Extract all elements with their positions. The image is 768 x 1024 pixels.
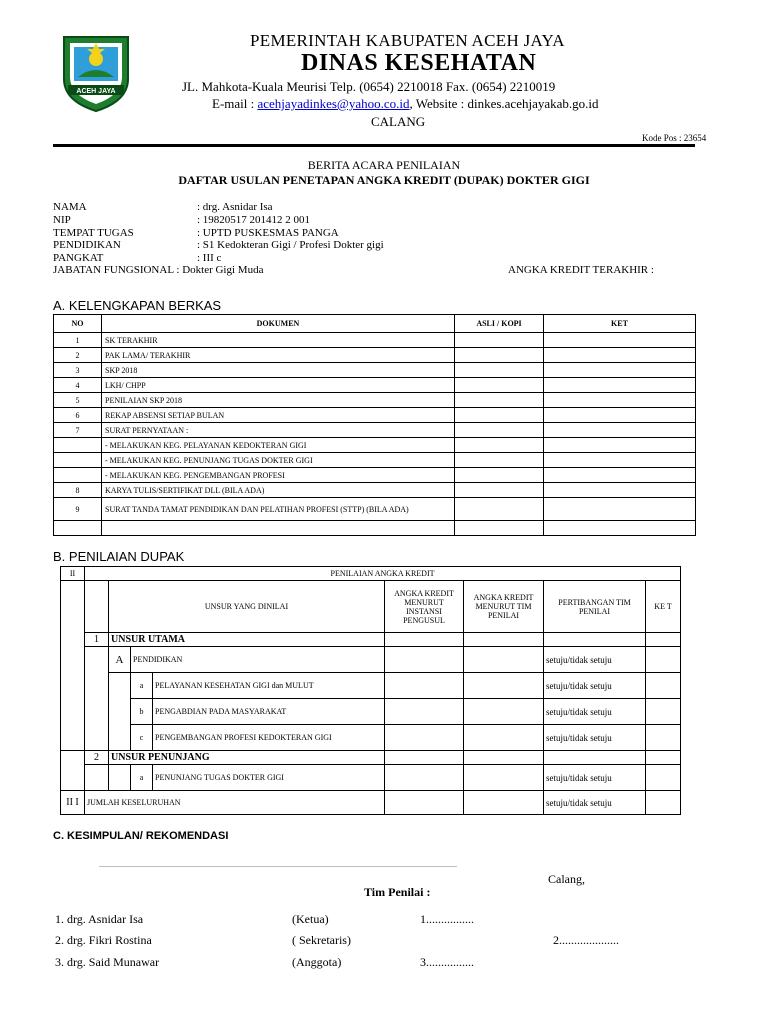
row-doc: SURAT TANDA TAMAT PENDIDIKAN DAN PELATIHAN PROFESI (STTP) (BILA ADA) xyxy=(102,498,455,521)
table-row xyxy=(54,468,696,483)
table-row xyxy=(54,483,696,498)
row-doc: SURAT PERNYATAAN : xyxy=(102,423,455,438)
signature-line[interactable]: 2.................... xyxy=(553,933,619,947)
tempat-label: TEMPAT TUGAS xyxy=(53,227,134,239)
pertimbangan-cell[interactable]: setuju/tidak setuju xyxy=(544,791,646,815)
left-blank-cell xyxy=(61,581,85,751)
asli-kopi-cell[interactable] xyxy=(455,393,544,408)
table-row xyxy=(54,348,696,363)
member-name: 3. drg. Said Munawar xyxy=(55,955,160,969)
email-label: E-mail : xyxy=(212,96,258,111)
row-doc: SK TERAKHIR xyxy=(102,333,455,348)
row-no: 1 xyxy=(54,333,102,348)
row-doc: REKAP ABSENSI SETIAP BULAN xyxy=(102,408,455,423)
penilaian-header: PENILAIAN ANGKA KREDIT xyxy=(85,567,681,581)
row-doc: PENILAIAN SKP 2018 xyxy=(102,393,455,408)
nip-value: : 19820517 201412 2 001 xyxy=(197,214,311,226)
unsur-utama: UNSUR UTAMA xyxy=(109,633,385,647)
table-row xyxy=(54,363,696,378)
penilaian-table xyxy=(60,566,681,815)
header-city: CALANG xyxy=(371,114,426,129)
header-government: PEMERINTAH KABUPATEN ACEH JAYA xyxy=(250,31,565,50)
jabatan-fungsional: JABATAN FUNGSIONAL : Dokter Gigi Muda xyxy=(53,264,264,276)
row-doc: - MELAKUKAN KEG. PELAYANAN KEDOKTERAN GIGI xyxy=(102,438,455,453)
cell[interactable] xyxy=(464,765,544,791)
table-row xyxy=(54,423,696,438)
pendidikan-value: : S1 Kedokteran Gigi / Profesi Dokter gigi xyxy=(197,239,384,251)
unsur-header: UNSUR YANG DINILAI xyxy=(109,581,385,633)
ket-cell[interactable] xyxy=(544,468,696,483)
asli-kopi-cell[interactable] xyxy=(455,378,544,393)
cell[interactable] xyxy=(464,673,544,699)
asli-kopi-cell[interactable] xyxy=(455,423,544,438)
pendidikan-label: PENDIDIKAN xyxy=(53,239,121,251)
row-doc: - MELAKUKAN KEG. PENGEMBANGAN PROFESI xyxy=(102,468,455,483)
ket-cell[interactable] xyxy=(544,393,696,408)
tim-penilai-heading: Tim Penilai : xyxy=(364,885,431,899)
website-text: , Website : dinkes.acehjayakab.go.id xyxy=(409,96,599,111)
sub-label: c xyxy=(131,725,153,751)
cell[interactable] xyxy=(646,699,681,725)
row-no: 7 xyxy=(54,423,102,438)
col-no: NO xyxy=(54,315,102,333)
cell[interactable] xyxy=(544,751,646,765)
ket-cell[interactable] xyxy=(544,483,696,498)
member-role: (Anggota) xyxy=(292,955,342,969)
tempat-value: : UPTD PUSKESMAS PANGA xyxy=(197,227,339,239)
cell[interactable] xyxy=(544,633,646,647)
penunjang-label: PENUNJANG TUGAS DOKTER GIGI xyxy=(153,765,385,791)
ket-cell[interactable] xyxy=(544,423,696,438)
signature-line[interactable]: 1................ xyxy=(420,912,474,926)
signature-line[interactable]: 3................ xyxy=(420,955,474,969)
row-doc: SKP 2018 xyxy=(102,363,455,378)
row-no: 3 xyxy=(54,363,102,378)
asli-kopi-cell[interactable] xyxy=(455,348,544,363)
table-row xyxy=(54,378,696,393)
pelayanan-label: PELAYANAN KESEHATAN GIGI dan MULUT xyxy=(153,673,385,699)
cell[interactable] xyxy=(385,633,464,647)
row-no xyxy=(54,521,102,536)
cell[interactable] xyxy=(646,725,681,751)
row-num-2: 2 xyxy=(85,751,109,765)
col-dokumen: DOKUMEN xyxy=(102,315,455,333)
aceh-jaya-emblem xyxy=(58,33,134,113)
ket-header: KE T xyxy=(646,581,681,633)
ket-cell[interactable] xyxy=(544,378,696,393)
pertimbangan-cell[interactable]: setuju/tidak setuju xyxy=(544,699,646,725)
col-asli-kopi: ASLI / KOPI xyxy=(455,315,544,333)
ket-cell[interactable] xyxy=(544,363,696,378)
asli-kopi-cell[interactable] xyxy=(455,521,544,536)
cell[interactable] xyxy=(464,633,544,647)
cell[interactable] xyxy=(646,647,681,673)
document-subtitle: BERITA ACARA PENILAIAN xyxy=(307,158,461,172)
ak-instansi-header: ANGKA KREDIT MENURUT INSTANSI PENGUSUL xyxy=(385,581,464,633)
blank-cell xyxy=(109,765,131,791)
sub-label: a xyxy=(131,765,153,791)
col-ii: II xyxy=(61,567,85,581)
table-row xyxy=(54,521,696,536)
cell[interactable] xyxy=(385,647,464,673)
row-no xyxy=(54,438,102,453)
cell[interactable] xyxy=(646,765,681,791)
cell[interactable] xyxy=(385,725,464,751)
member-role: ( Sekretaris) xyxy=(292,933,351,947)
unsur-penunjang: UNSUR PENUNJANG xyxy=(109,751,385,765)
row-no: 2 xyxy=(54,348,102,363)
section-c-title: C. KESIMPULAN/ REKOMENDASI xyxy=(53,830,229,842)
ket-cell[interactable] xyxy=(544,453,696,468)
header-office: DINAS KESEHATAN xyxy=(301,50,537,76)
cell[interactable] xyxy=(385,673,464,699)
kelengkapan-table xyxy=(53,314,696,536)
row-doc: - MELAKUKAN KEG. PENUNJANG TUGAS DOKTER GIGI xyxy=(102,453,455,468)
table-row xyxy=(54,453,696,468)
row-num-1: 1 xyxy=(85,633,109,647)
header-contact xyxy=(212,96,599,112)
pangkat-label: PANGKAT xyxy=(53,252,104,264)
ket-cell[interactable] xyxy=(544,438,696,453)
row-no: 4 xyxy=(54,378,102,393)
row-num-3: II I xyxy=(61,791,85,815)
member-name: 1. drg. Asnidar Isa xyxy=(55,912,144,926)
cell[interactable] xyxy=(385,751,464,765)
pertimbangan-cell[interactable]: setuju/tidak setuju xyxy=(544,725,646,751)
asli-kopi-cell[interactable] xyxy=(455,438,544,453)
nama-label: NAMA xyxy=(53,201,87,213)
pengembangan-label: PENGEMBANGAN PROFESI KEDOKTERAN GIGI xyxy=(153,725,385,751)
row-doc: PAK LAMA/ TERAKHIR xyxy=(102,348,455,363)
row-no: 9 xyxy=(54,498,102,521)
ket-cell[interactable] xyxy=(544,408,696,423)
section-a-title: A. KELENGKAPAN BERKAS xyxy=(53,298,222,313)
asli-kopi-cell[interactable] xyxy=(455,498,544,521)
kode-pos: Kode Pos : 23654 xyxy=(642,133,707,143)
ket-cell[interactable] xyxy=(544,333,696,348)
row-doc: KARYA TULIS/SERTIFIKAT DLL (BILA ADA) xyxy=(102,483,455,498)
cell[interactable] xyxy=(464,647,544,673)
header-divider xyxy=(53,144,695,147)
place-date: Calang, xyxy=(548,872,585,886)
row-no: 6 xyxy=(54,408,102,423)
asli-kopi-cell[interactable] xyxy=(455,453,544,468)
table-row xyxy=(54,438,696,453)
row-no xyxy=(54,453,102,468)
blank-cell xyxy=(85,581,109,633)
blank-cell xyxy=(85,647,109,751)
row-no: 5 xyxy=(54,393,102,408)
cell[interactable] xyxy=(385,699,464,725)
emblem-label: ACEH JAYA xyxy=(76,88,116,95)
row-doc xyxy=(102,521,455,536)
row-no: 8 xyxy=(54,483,102,498)
angka-kredit-terakhir: ANGKA KREDIT TERAKHIR : xyxy=(508,264,654,276)
ket-cell[interactable] xyxy=(544,498,696,521)
col-ket: KET xyxy=(544,315,696,333)
asli-kopi-cell[interactable] xyxy=(455,333,544,348)
member-role: (Ketua) xyxy=(292,912,329,926)
ket-cell[interactable] xyxy=(544,348,696,363)
pertimbangan-header: PERTIBANGAN TIM PENILAI xyxy=(544,581,646,633)
sub-label-a: A xyxy=(109,647,131,673)
pertimbangan-cell[interactable]: setuju/tidak setuju xyxy=(544,765,646,791)
cell[interactable] xyxy=(464,699,544,725)
table-header-row xyxy=(54,315,696,333)
document-title: DAFTAR USULAN PENETAPAN ANGKA KREDIT (DUPAK) DOKTER GIGI xyxy=(178,173,590,187)
cell[interactable] xyxy=(385,791,464,815)
asli-kopi-cell[interactable] xyxy=(455,468,544,483)
table-row xyxy=(54,498,696,521)
row-doc: LKH/ CHPP xyxy=(102,378,455,393)
cell[interactable] xyxy=(385,765,464,791)
cell[interactable] xyxy=(646,673,681,699)
pendidikan-label: PENDIDIKAN xyxy=(131,647,385,673)
rekomendasi-line[interactable]: ................................................................................................................................................................................... xyxy=(99,860,457,869)
cell[interactable] xyxy=(464,725,544,751)
asli-kopi-cell[interactable] xyxy=(455,483,544,498)
table-row xyxy=(54,333,696,348)
blank-cell xyxy=(85,765,109,791)
ak-tim-header: ANGKA KREDIT MENURUT TIM PENILAI xyxy=(464,581,544,633)
sub-label: a xyxy=(131,673,153,699)
member-name: 2. drg. Fikri Rostina xyxy=(55,933,152,947)
left-blank-cell xyxy=(61,751,85,791)
sub-label: b xyxy=(131,699,153,725)
table-row xyxy=(54,408,696,423)
row-no xyxy=(54,468,102,483)
nip-label: NIP xyxy=(53,214,71,226)
cell[interactable] xyxy=(646,791,681,815)
cell[interactable] xyxy=(464,751,544,765)
ket-cell[interactable] xyxy=(544,521,696,536)
pertimbangan-cell[interactable]: setuju/tidak setuju xyxy=(544,647,646,673)
pertimbangan-cell[interactable]: setuju/tidak setuju xyxy=(544,673,646,699)
blank-cell xyxy=(109,673,131,751)
nama-value: : drg. Asnidar Isa xyxy=(197,201,273,213)
email-link[interactable]: acehjayadinkes@yahoo.co.id xyxy=(257,96,410,111)
jumlah-label: JUMLAH KESELURUHAN xyxy=(85,791,385,815)
pangkat-value: : III c xyxy=(197,252,222,264)
table-row xyxy=(54,393,696,408)
header-address: JL. Mahkota-Kuala Meurisi Telp. (0654) 2210018 Fax. (0654) 2210019 xyxy=(182,79,556,94)
asli-kopi-cell[interactable] xyxy=(455,363,544,378)
section-b-title: B. PENILAIAN DUPAK xyxy=(53,549,185,564)
cell[interactable] xyxy=(646,633,681,647)
asli-kopi-cell[interactable] xyxy=(455,408,544,423)
cell[interactable] xyxy=(464,791,544,815)
pengabdian-label: PENGABDIAN PADA MASYARAKAT xyxy=(153,699,385,725)
cell[interactable] xyxy=(646,751,681,765)
